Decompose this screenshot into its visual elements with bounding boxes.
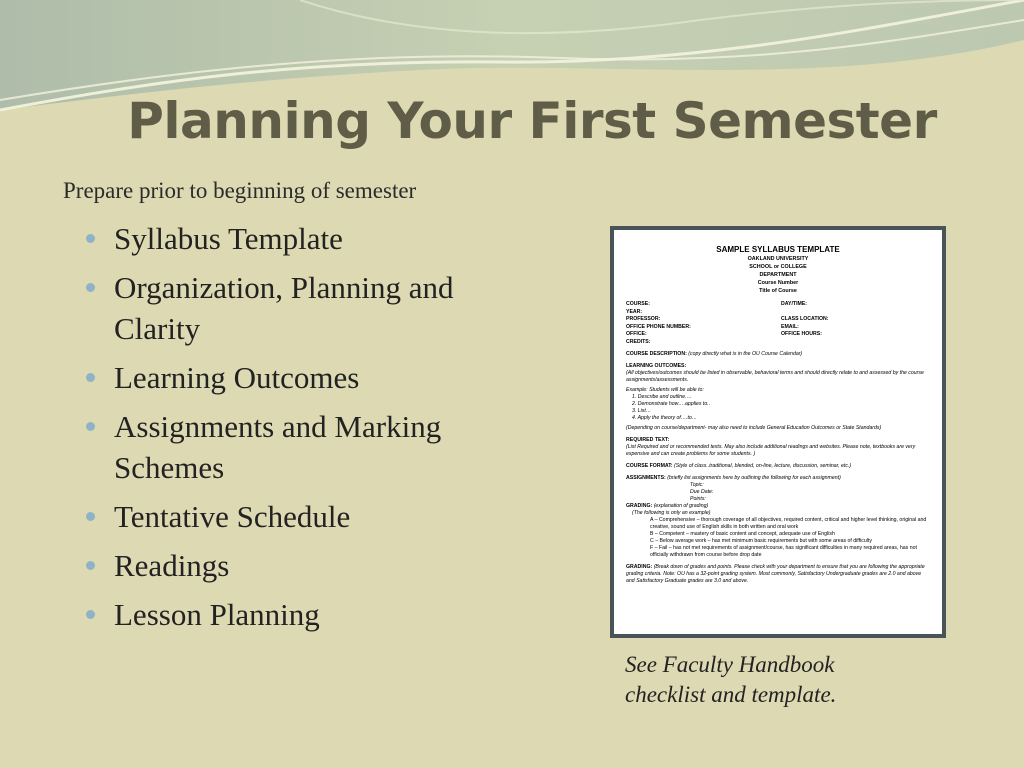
doc-list-item: Points: bbox=[690, 496, 706, 502]
doc-list-item: Topic: bbox=[690, 482, 704, 488]
bullet-dot-icon bbox=[86, 373, 95, 382]
doc-header-line: OAKLAND UNIVERSITY bbox=[747, 256, 809, 262]
doc-header-line: DEPARTMENT bbox=[759, 272, 797, 278]
doc-header-line: SCHOOL or COLLEGE bbox=[749, 264, 807, 270]
doc-text: (Style of class..traditional, blended, on-line, lecture, discussion, seminar, etc.) bbox=[674, 463, 852, 469]
doc-required-text bbox=[626, 437, 930, 458]
doc-label: ASSIGNMENTS: bbox=[626, 475, 666, 481]
doc-header bbox=[626, 244, 930, 295]
doc-list-item: B – Competent – mastery of basic content and concept, adequate use of English bbox=[650, 531, 835, 537]
doc-label: COURSE FORMAT: bbox=[626, 463, 673, 469]
doc-list-item: 3. List… bbox=[632, 408, 652, 414]
doc-list-item: 1. Describe and outline…. bbox=[632, 394, 692, 400]
bullet-dot-icon bbox=[86, 283, 95, 292]
doc-field: DAY/TIME: bbox=[781, 301, 808, 307]
doc-field: EMAIL: bbox=[781, 323, 799, 330]
doc-assignments bbox=[626, 475, 930, 559]
doc-text: (explanation of grading) bbox=[653, 503, 709, 509]
caption-line: checklist and template. bbox=[625, 682, 837, 707]
bullet-dot-icon bbox=[86, 610, 95, 619]
doc-list-item: 4. Apply the theory of….to… bbox=[632, 415, 697, 421]
bullet-item bbox=[86, 406, 546, 488]
slide-subtitle: Prepare prior to beginning of semester bbox=[63, 178, 417, 203]
bullet-text: Lesson Planning bbox=[114, 597, 320, 632]
doc-field: COURSE: bbox=[626, 301, 650, 307]
doc-label: REQUIRED TEXT: bbox=[626, 437, 670, 443]
bullet-item bbox=[86, 496, 546, 537]
doc-list-item: C – Below average work – has met minimum basic requirements but with some areas of difficulty bbox=[650, 538, 872, 544]
bullet-dot-icon bbox=[86, 422, 95, 431]
doc-fields bbox=[626, 301, 930, 346]
doc-grading-breakdown bbox=[626, 564, 930, 585]
doc-list-item: A – Comprehensive – thorough coverage of all objectives, required content, critical and higher level thinking, original and creative, sound use of English skills in both written and oral work bbox=[650, 517, 927, 530]
doc-text: (The following is only an example) bbox=[632, 510, 711, 516]
doc-field: YEAR: bbox=[626, 308, 643, 315]
bullet-text: Organization, Planning and Clarity bbox=[114, 270, 454, 346]
doc-field bbox=[781, 309, 930, 317]
doc-text: (List Required and or recommended texts. May also include additional readings and websites. Please note, textbooks are very expensive and can create problems for some students. ) bbox=[626, 444, 916, 457]
doc-field: OFFICE HOURS: bbox=[781, 331, 822, 337]
doc-text: (Depending on course/department- may also need to include General Education Outcomes or State Standards) bbox=[626, 425, 882, 431]
bullet-dot-icon bbox=[86, 512, 95, 521]
doc-field: OFFICE: bbox=[626, 331, 647, 337]
bullet-text: Tentative Schedule bbox=[114, 499, 351, 534]
doc-text: Example: Students will be able to: bbox=[626, 387, 704, 393]
bullet-text: Assignments and Marking Schemes bbox=[114, 409, 442, 485]
bullet-item bbox=[86, 357, 546, 398]
doc-field: CLASS LOCATION: bbox=[781, 316, 829, 322]
doc-fields-left bbox=[626, 301, 775, 346]
doc-label: COURSE DESCRIPTION: bbox=[626, 351, 687, 357]
bullet-dot-icon bbox=[86, 234, 95, 243]
doc-text: (briefly list assignments here by outlining the following for each assignment) bbox=[667, 475, 841, 481]
bullet-text: Readings bbox=[114, 548, 230, 583]
doc-list-item: Due Date: bbox=[690, 489, 714, 495]
doc-header-line: Title of Course bbox=[759, 288, 797, 294]
bullet-item bbox=[86, 594, 546, 635]
doc-text: (copy directly what is in the OU Course Calendar) bbox=[688, 351, 803, 357]
doc-text: (Break down of grades and points. Please check with your department to ensure that you are following the appropriate grading criteria. Note: OU has a 32-point grading system. Most commonly, Satisfactory Undergraduate grades are 2.0 and above and Satisfactory Graduate grades are 3.0 and above. bbox=[626, 564, 925, 584]
doc-list-item: 2. Demonstrate how….applies to.. bbox=[632, 401, 711, 407]
slide-title: Planning Your First Semester bbox=[127, 92, 937, 150]
syllabus-template-image bbox=[610, 226, 946, 638]
doc-header-line: Course Number bbox=[757, 280, 799, 286]
doc-label: GRADING: bbox=[626, 564, 653, 570]
doc-course-description bbox=[626, 351, 930, 358]
doc-label: LEARNING OUTCOMES: bbox=[626, 363, 687, 369]
doc-label: GRADING: bbox=[626, 503, 653, 509]
bullet-text: Syllabus Template bbox=[114, 221, 343, 256]
bullet-item bbox=[86, 545, 546, 586]
bullet-item bbox=[86, 218, 546, 259]
doc-title: SAMPLE SYLLABUS TEMPLATE bbox=[716, 245, 840, 254]
doc-field: OFFICE PHONE NUMBER: bbox=[626, 323, 691, 330]
doc-text: (All objectives/outcomes should be listed in observable, behavioral terms and should directly relate to and assessed by the course assignments/assessments. bbox=[626, 370, 924, 383]
bullet-item bbox=[86, 267, 546, 349]
caption-line: See Faculty Handbook bbox=[625, 652, 835, 677]
doc-field: PROFESSOR: bbox=[626, 316, 661, 322]
bullet-list bbox=[86, 218, 546, 643]
doc-learning-outcomes bbox=[626, 363, 930, 432]
doc-fields-right bbox=[775, 301, 930, 346]
bullet-dot-icon bbox=[86, 561, 95, 570]
bullet-text: Learning Outcomes bbox=[114, 360, 360, 395]
doc-course-format bbox=[626, 463, 930, 470]
handbook-caption bbox=[625, 650, 836, 710]
doc-field: CREDITS: bbox=[626, 338, 651, 345]
doc-list-item: F – Fail – has not met requirements of assignment/course, has significant difficulties in many required areas, has not officially withdrawn from course before drop date bbox=[650, 545, 917, 558]
